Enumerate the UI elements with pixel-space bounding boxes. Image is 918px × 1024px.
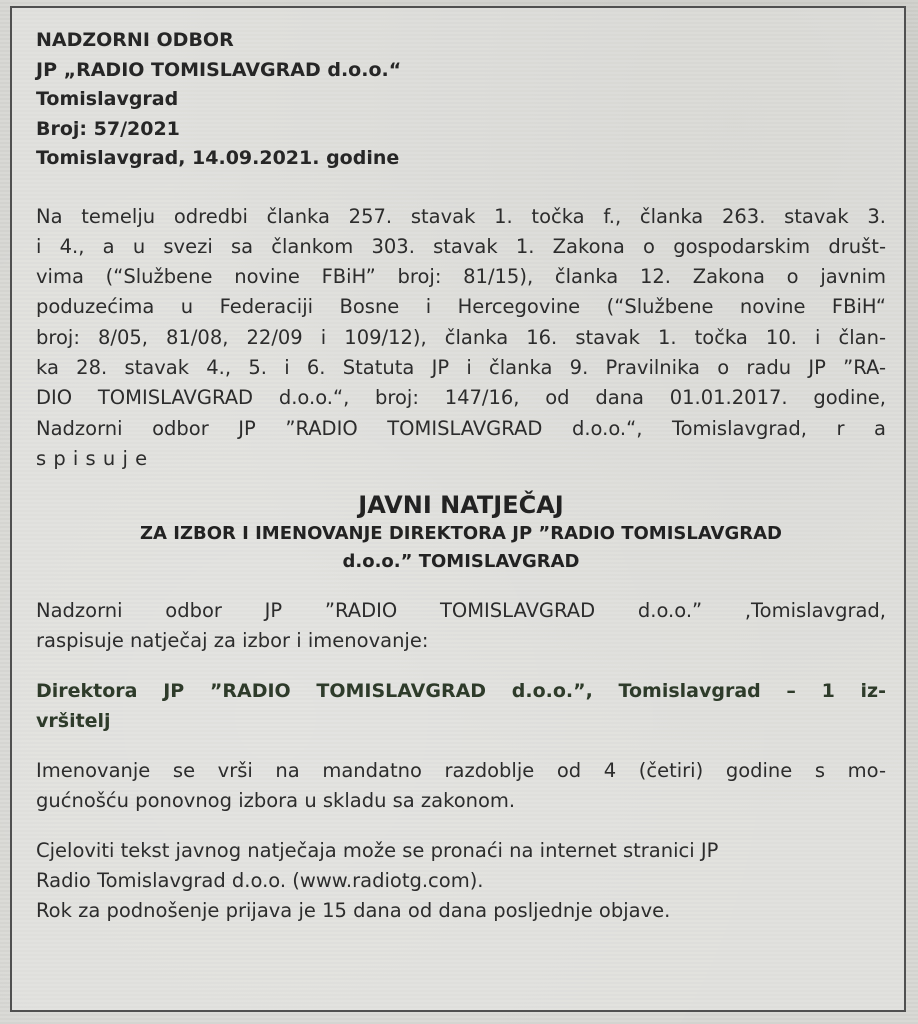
intro-line: s p i s u j e: [36, 446, 148, 470]
intro-line: ka 28. stavak 4., 5. i 6. Statuta JP i članka 9. Pravilnika o radu JP ”RA-: [36, 355, 886, 379]
details-line-2: Radio Tomislavgrad d.o.o. (www.radiotg.com).: [36, 869, 484, 893]
intro-line: i 4., a u svezi sa člankom 303. stavak 1. Zakona o gospodarskim društ-: [36, 234, 886, 258]
mandate-line-1: Imenovanje se vrši na mandatno razdoblje od 4 (četiri) godine s mo-: [36, 759, 886, 783]
intro-line: DIO TOMISLAVGRAD d.o.o.“, broj: 147/16, od dana 01.01.2017. godine,: [36, 386, 886, 410]
header-city: Tomislavgrad: [36, 88, 179, 110]
intro-line: Na temelju odredbi članka 257. stavak 1. točka f., članka 263. stavak 3.: [36, 204, 886, 228]
position-line-2: vršitelj: [36, 710, 111, 733]
mandate-line-2: gućnošću ponovnog izbora u skladu sa zakonom.: [36, 789, 516, 813]
header-block: [36, 26, 886, 174]
announcement-line-1: Nadzorni odbor JP ”RADIO TOMISLAVGRAD d.o.o.” ,Tomislavgrad,: [36, 599, 886, 623]
intro-paragraph: [36, 202, 886, 475]
announcement-line-2: raspisuje natječaj za izbor i imenovanje:: [36, 629, 429, 653]
intro-line: poduzećima u Federaciji Bosne i Hercegovine (“Službene novine FBiH“: [36, 295, 886, 319]
details-paragraph: [36, 836, 886, 926]
header-number: Broj: 57/2021: [36, 117, 180, 140]
position-line-1: Direktora JP ”RADIO TOMISLAVGRAD d.o.o.”, Tomislavgrad – 1 iz-: [36, 680, 886, 703]
notice-subtitle-line-2: d.o.o.” TOMISLAVGRAD: [342, 551, 580, 573]
notice-subtitle-line-1: ZA IZBOR I IMENOVANJE DIREKTORA JP ”RADIO TOMISLAVGRAD: [140, 523, 782, 545]
notice-title: JAVNI NATJEČAJ: [358, 491, 564, 520]
announcement-paragraph: [36, 596, 886, 656]
header-board: NADZORNI ODBOR: [36, 29, 234, 51]
position-title: [36, 676, 886, 736]
notice-content: [36, 26, 886, 926]
intro-line: Nadzorni odbor JP ”RADIO TOMISLAVGRAD d.o.o.“, Tomislavgrad, r a: [36, 416, 886, 440]
header-company: JP „RADIO TOMISLAVGRAD d.o.o.“: [36, 58, 402, 81]
notice-box: [10, 6, 906, 1012]
header-date: Tomislavgrad, 14.09.2021. godine: [36, 147, 400, 169]
details-line-1: Cjeloviti tekst javnog natječaja može se pronaći na internet stranici JP: [36, 839, 719, 863]
mandate-paragraph: [36, 756, 886, 816]
intro-line: vima (“Službene novine FBiH” broj: 81/15), članka 12. Zakona o javnim: [36, 265, 886, 289]
details-line-3: Rok za podnošenje prijava je 15 dana od dana posljednje objave.: [36, 899, 671, 923]
intro-line: broj: 8/05, 81/08, 22/09 i 109/12), članka 16. stavak 1. točka 10. i član-: [36, 325, 886, 349]
